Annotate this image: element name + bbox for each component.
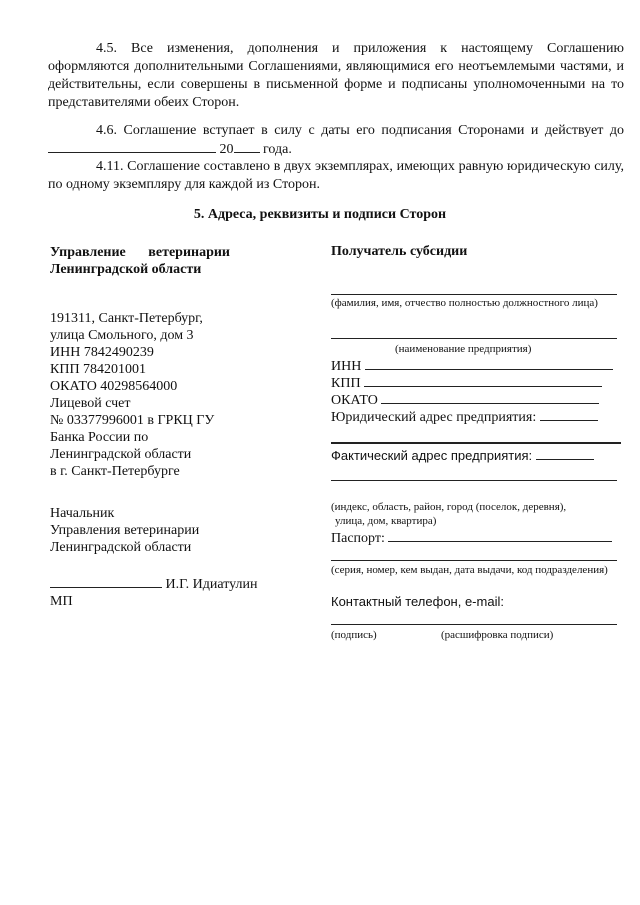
passport-field[interactable] (388, 530, 612, 542)
passport-hint: (серия, номер, кем выдан, дата выдачи, код подразделения) (331, 564, 608, 576)
legal-address-field[interactable] (540, 409, 598, 421)
chief-title: Начальник Управления ветеринарии Ленинградской области (50, 506, 200, 555)
clause-4-11: 4.11. Соглашение составлено в двух экземплярах, имеющих равную юридическую силу, по одному экземпляру для каждой из Сторон. (48, 159, 624, 192)
fio-hint: (фамилия, имя, отчество полностью должностного лица) (331, 297, 598, 309)
actual-address-line[interactable] (331, 480, 617, 481)
actual-address-row: Фактический адрес предприятия: (331, 448, 594, 464)
party-administration (50, 244, 290, 610)
passport-line[interactable] (331, 560, 617, 561)
decode-hint: (расшифровка подписи) (441, 629, 554, 641)
org-line[interactable] (331, 338, 617, 339)
address-line: 191311, Санкт-Петербург, (50, 311, 203, 326)
party-name-line2: Ленинградской области (50, 262, 202, 277)
party-requisites (50, 310, 290, 480)
year-blank[interactable] (234, 140, 260, 153)
account-label: Лицевой счет (50, 396, 131, 411)
clause-4-5: 4.5. Все изменения, дополнения и приложения к настоящему Соглашению оформляются дополнительными Соглашениями, являющимися его неотъемлемыми частями, и действительны, если совершены в письменной форме и подписаны уполномоченными на то представителями обеих Сторон. (48, 41, 624, 110)
address-hint: (индекс, область, район, город (поселок, деревня), улица, дом, квартира) (331, 501, 567, 527)
signature-hint: (подпись) (331, 629, 377, 641)
legal-address-line[interactable] (331, 442, 621, 444)
bank-line: в г. Санкт-Петербурге (50, 464, 180, 479)
contact-row: Контактный телефон, e-mail: (331, 594, 504, 609)
inn-row: ИНН (331, 358, 613, 375)
stamp-label: МП (50, 594, 73, 609)
party-name-line1: Управление ветеринарии (50, 245, 230, 260)
okato-row: ОКАТО (331, 392, 599, 409)
clause-4-6: 4.6. Соглашение вступает в силу с даты его подписания Сторонами и действует до 20 года. (48, 122, 624, 159)
fio-line[interactable] (331, 294, 617, 295)
recipient-title: Получатель субсидии (331, 244, 468, 259)
passport-row: Паспорт: (331, 530, 612, 547)
org-hint: (наименование предприятия) (395, 343, 532, 355)
inn-field[interactable] (365, 358, 613, 370)
okato-field[interactable] (381, 392, 599, 404)
inn-line: ИНН 7842490239 (50, 345, 154, 360)
contact-line[interactable] (331, 624, 617, 625)
bank-line: Банка России по (50, 430, 149, 445)
section-title: 5. Адреса, реквизиты и подписи Сторон (193, 207, 447, 222)
kpp-field[interactable] (364, 375, 602, 387)
okato-line: ОКАТО 40298564000 (50, 379, 178, 394)
date-blank[interactable] (48, 140, 216, 153)
account-number: № 03377996001 в ГРКЦ ГУ (50, 413, 215, 428)
kpp-line: КПП 784201001 (50, 362, 147, 377)
signature-line: И.Г. Идиатулин (50, 575, 290, 593)
legal-address-row: Юридический адрес предприятия: (331, 409, 598, 426)
kpp-row: КПП (331, 375, 602, 392)
signature-blank[interactable] (50, 575, 162, 588)
actual-address-field[interactable] (536, 448, 594, 460)
bank-line: Ленинградской области (50, 447, 192, 462)
address-line: улица Смольного, дом 3 (50, 328, 194, 343)
